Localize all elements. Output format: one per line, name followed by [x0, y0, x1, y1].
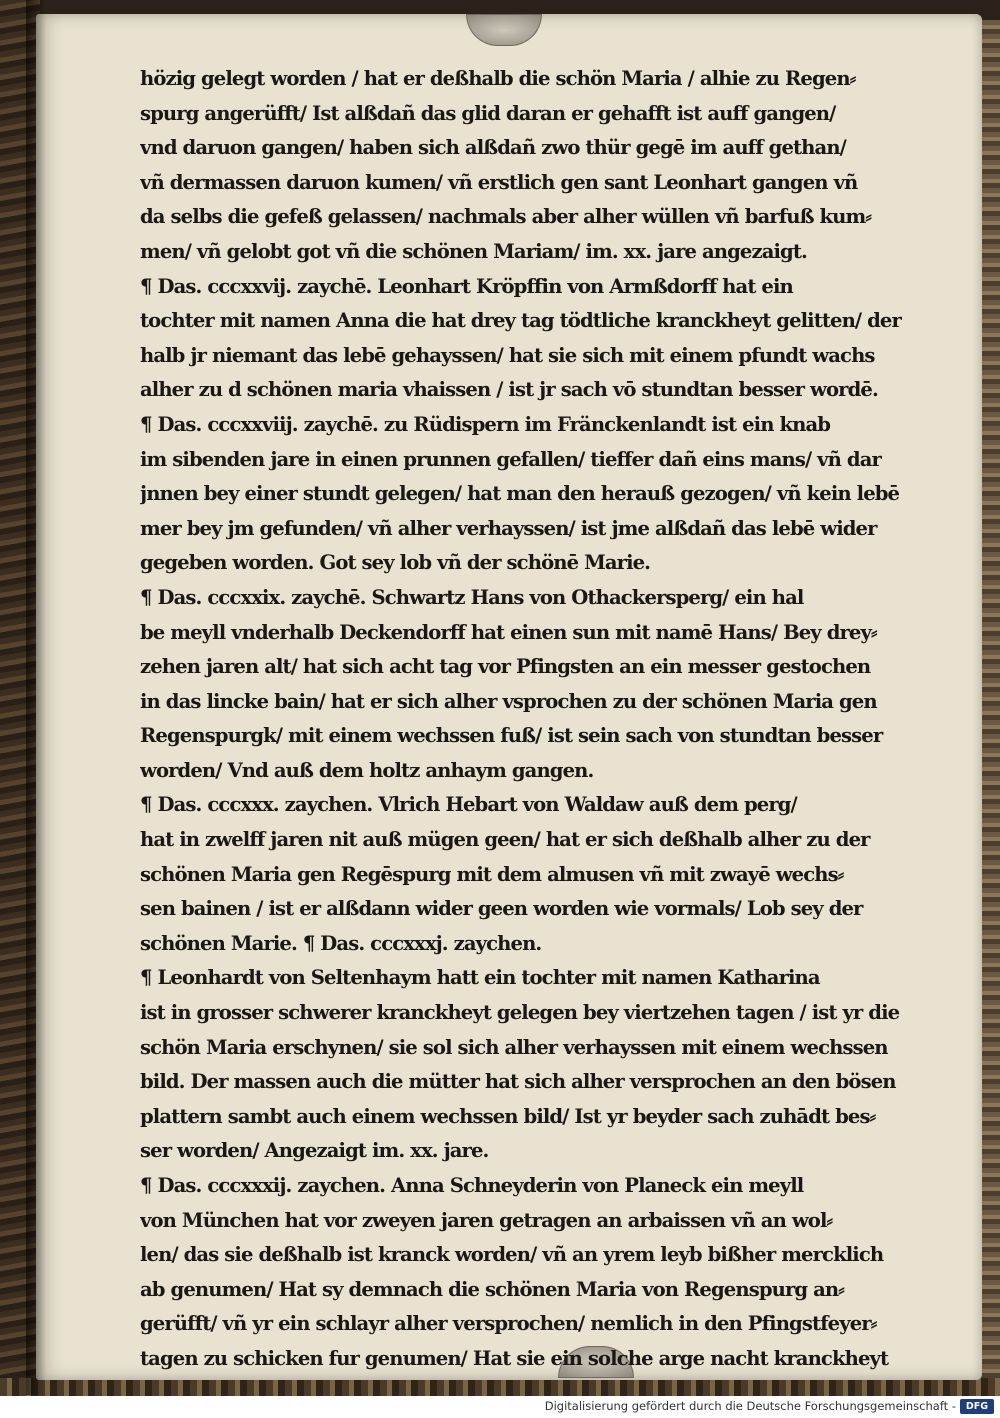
text-line: bild. Der massen auch die mütter hat sich alher versprochen an den bösen [140, 1070, 896, 1094]
text-line: hat in zwelff jaren nit auß mügen geen/ hat er sich deßhalb alher zu der [140, 828, 870, 852]
text-line: ab genumen/ Hat sy demnach die schönen Maria von Regenspurg an⸗ [140, 1277, 844, 1301]
text-line: ¶ Das. cccxxxij. zaychen. Anna Schneyderin von Planeck ein meyll [140, 1174, 804, 1197]
footer-bar [0, 1396, 1000, 1418]
text-line: len/ das sie deßhalb ist kranck worden/ vñ an yrem leyb bißher mercklich [140, 1243, 884, 1267]
text-line: schönen Marie. ¶ Das. cccxxxj. zaychen. [140, 931, 542, 955]
text-line: plattern sambt auch einem wechssen bild/ Ist yr beyder sach zuhādt bes⸗ [140, 1104, 876, 1128]
text-line: ser worden/ Angezaigt im. xx. jare. [140, 1139, 489, 1163]
text-line: von München hat vor zweyen jaren getragen an arbaissen vñ an wol⸗ [140, 1208, 833, 1232]
text-line: vnd daruon gangen/ haben sich alßdañ zwo thür gegē im auff gethan/ [140, 136, 846, 160]
text-line: spurg angerüfft/ Ist alßdañ das glid daran er gehafft ist auff gangen/ [140, 101, 836, 125]
text-line: zehen jaren alt/ hat sich acht tag vor Pfingsten an ein messer gestochen [140, 655, 871, 679]
text-line: da selbs die gefeß gelassen/ nachmals aber alher wüllen vñ barfuß kum⸗ [140, 205, 871, 229]
text-line: be meyll vnderhalb Deckendorff hat einen sun mit namē Hans/ Bey drey⸗ [140, 620, 877, 644]
text-line: men/ vñ gelobt got vñ die schönen Mariam/ im. xx. jare angezaigt. [140, 239, 807, 263]
text-line: ¶ Das. cccxxix. zaychē. Schwartz Hans von Othackersperg/ ein hal [140, 585, 804, 609]
text-line: gerüfft/ vñ yr ein schlayr alher versprochen/ nemlich in den Pfingstfeyer⸗ [140, 1312, 877, 1336]
text-line: alher zu d schönen maria vhaissen / ist jr sach vō stundtan besser wordē. [140, 378, 878, 402]
text-line: hözig gelegt worden / hat er deßhalb die schön Maria / alhie zu Regen⸗ [140, 67, 856, 90]
page-text [140, 62, 942, 1377]
text-line: halb jr niemant das lebē gehayssen/ hat sie sich mit einem pfundt wachs [140, 343, 875, 367]
text-line: sen bainen / ist er alßdann wider geen worden wie vormals/ Lob sey der [140, 897, 863, 921]
text-line: tochter mit namen Anna die hat drey tag tödtliche kranckheyt gelitten/ der [140, 309, 901, 333]
text-line: worden/ Vnd auß dem holtz anhaym gangen. [140, 758, 594, 782]
text-line: ¶ Leonhardt von Seltenhaym hatt ein tochter mit namen Katharina [140, 966, 820, 990]
text-line: ¶ Das. cccxxviij. zaychē. zu Rüdispern im Fränckenlandt ist ein knab [140, 412, 831, 436]
text-line: gegeben worden. Got sey lob vñ der schönē Marie. [140, 551, 651, 575]
gutter-shadow [26, 0, 46, 1395]
text-line: ¶ Das. cccxxx. zaychen. Vlrich Hebart von Waldaw auß dem perg/ [140, 793, 797, 817]
text-line: vñ dermassen daruon kumen/ vñ erstlich gen sant Leonhart gangen vñ [140, 170, 858, 194]
text-line: schönen Maria gen Regēspurg mit dem almusen vñ mit zwayē wechs⸗ [140, 862, 844, 886]
text-line: ist in grosser schwerer kranckheyt gelegen bey viertzehen tagen / ist yr die [140, 1001, 900, 1025]
funding-credit: Digitalisierung gefördert durch die Deutsche Forschungsgemeinschaft - [544, 1399, 956, 1413]
text-line: in das lincke bain/ hat er sich alher vsprochen zu der schönen Maria gen [140, 689, 877, 713]
text-line: mer bey jm gefunden/ vñ alher verhayssen/ ist jme alßdañ das lebē wider [140, 516, 877, 540]
text-line: jnnen bey einer stundt gelegen/ hat man den herauß gezogen/ vñ kein lebē [140, 482, 900, 506]
page-edge-bottom [0, 1378, 1000, 1396]
text-line: tagen zu schicken fur genumen/ Hat sie ein solche arge nacht kranckheyt [140, 1346, 889, 1370]
text-line: im sibenden jare in einen prunnen gefallen/ tieffer dañ eins mans/ vñ dar [140, 447, 881, 471]
text-line: Regenspurgk/ mit einem wechssen fuß/ ist sein sach von stundtan besser [140, 724, 883, 748]
text-line: schön Maria erschynen/ sie sol sich alher verhayssen mit einem wechssen [140, 1035, 888, 1059]
dfg-logo: DFG [960, 1399, 994, 1414]
text-line: ¶ Das. cccxxvij. zaychē. Leonhart Kröpffin von Armßdorff hat ein [140, 274, 793, 298]
